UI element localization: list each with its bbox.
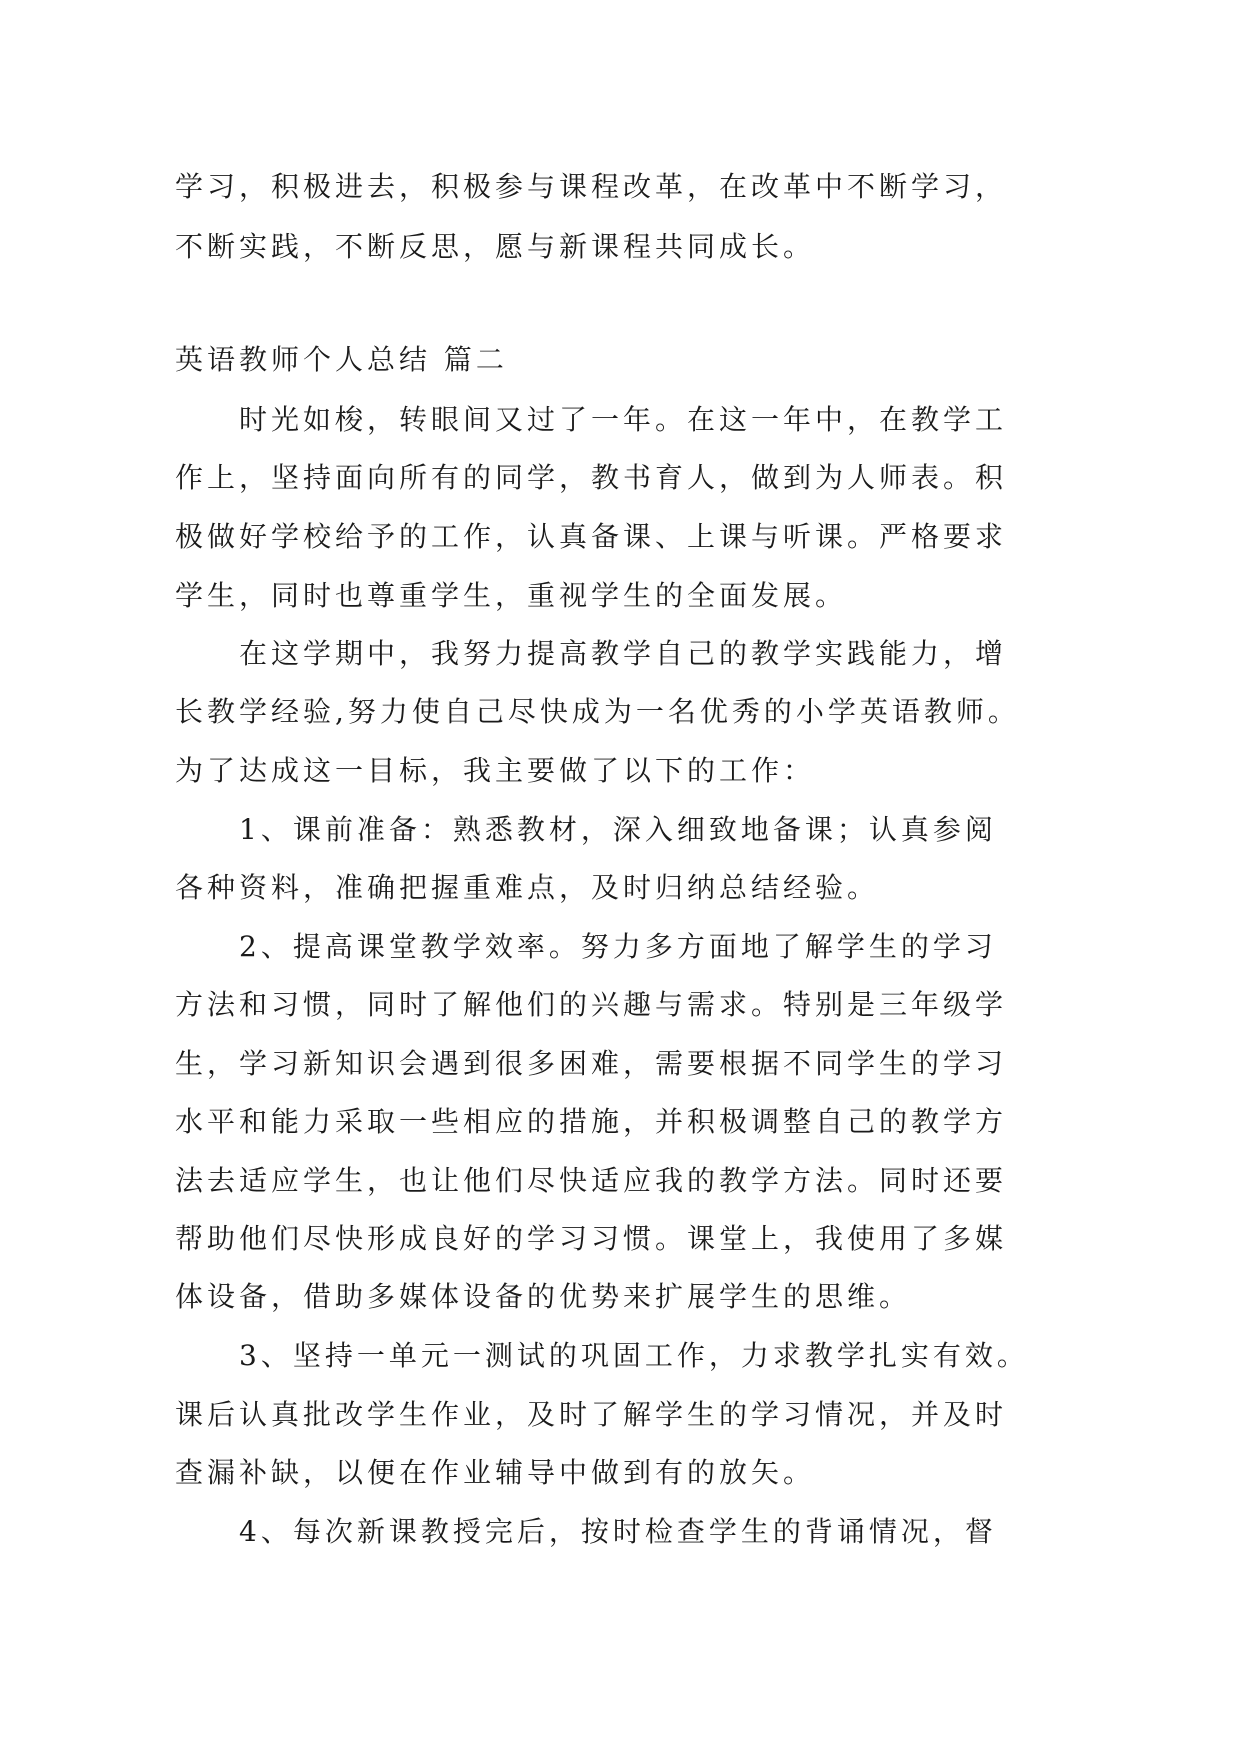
paragraph-line: 在这学期中，我努力提高教学自己的教学实践能力，增 xyxy=(239,637,1008,670)
paragraph-line: 长教学经验,努力使自己尽快成为一名优秀的小学英语教师。 xyxy=(175,695,1020,728)
list-item-line: 帮助他们尽快形成良好的学习习惯。课堂上，我使用了多媒 xyxy=(175,1222,1008,1255)
list-item-line: 水平和能力采取一些相应的措施，并积极调整自己的教学方 xyxy=(175,1105,1008,1138)
paragraph-line: 为了达成这一目标，我主要做了以下的工作： xyxy=(175,754,816,787)
list-item-line: 1、课前准备：熟悉教材，深入细致地备课；认真参阅 xyxy=(239,813,997,846)
list-item-line: 课后认真批改学生作业，及时了解学生的学习情况，并及时 xyxy=(175,1398,1008,1431)
list-item-line: 体设备，借助多媒体设备的优势来扩展学生的思维。 xyxy=(175,1280,912,1313)
section-title: 英语教师个人总结 篇二 xyxy=(175,343,508,376)
list-item-line: 4、每次新课教授完后，按时检查学生的背诵情况，督 xyxy=(239,1515,997,1548)
list-item-line: 生，学习新知识会遇到很多困难，需要根据不同学生的学习 xyxy=(175,1047,1008,1080)
paragraph-line: 学生，同时也尊重学生，重视学生的全面发展。 xyxy=(175,579,848,612)
list-item-line: 法去适应学生，也让他们尽快适应我的教学方法。同时还要 xyxy=(175,1164,1008,1197)
list-item-line: 查漏补缺，以便在作业辅导中做到有的放矢。 xyxy=(175,1456,816,1489)
paragraph-line: 作上，坚持面向所有的同学，教书育人，做到为人师表。积 xyxy=(175,461,1008,494)
list-item-line: 方法和习惯，同时了解他们的兴趣与需求。特别是三年级学 xyxy=(175,988,1008,1021)
intro-line: 不断实践，不断反思，愿与新课程共同成长。 xyxy=(175,230,816,263)
list-item-line: 3、坚持一单元一测试的巩固工作，力求教学扎实有效。 xyxy=(239,1339,1029,1372)
paragraph-line: 极做好学校给予的工作，认真备课、上课与听课。严格要求 xyxy=(175,520,1008,553)
list-item-line: 2、提高课堂教学效率。努力多方面地了解学生的学习 xyxy=(239,930,997,963)
intro-line: 学习，积极进去，积极参与课程改革，在改革中不断学习， xyxy=(175,170,1008,203)
paragraph-line: 时光如梭，转眼间又过了一年。在这一年中，在教学工 xyxy=(239,403,1008,436)
list-item-line: 各种资料，准确把握重难点，及时归纳总结经验。 xyxy=(175,871,880,904)
